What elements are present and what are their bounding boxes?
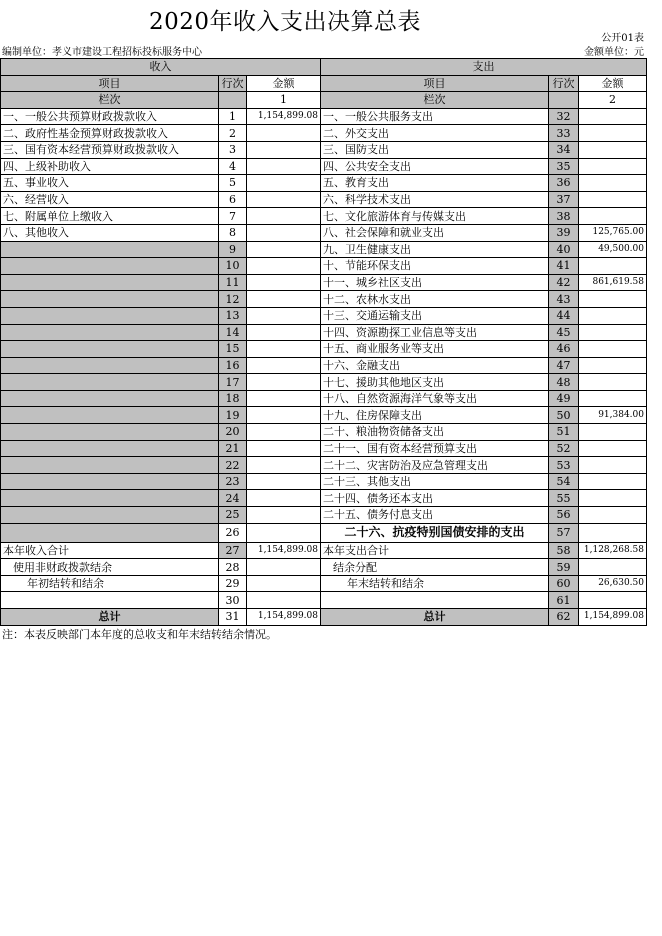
income-row-no: 14 <box>219 324 247 341</box>
expense-amount[interactable] <box>579 507 647 524</box>
expense-total-amount[interactable]: 1,154,899.08 <box>579 609 647 626</box>
income-item: 八、其他收入 <box>1 224 219 241</box>
income-item: 六、经营收入 <box>1 191 219 208</box>
expense-amount[interactable] <box>579 457 647 474</box>
table-row <box>1 258 647 275</box>
income-amount[interactable] <box>247 523 321 542</box>
expense-row-no: 55 <box>549 490 579 507</box>
income-row-no: 21 <box>219 440 247 457</box>
expense-item: 八、社会保障和就业支出 <box>321 224 549 241</box>
income-item <box>1 291 219 308</box>
income-item: 二、政府性基金预算财政拨款收入 <box>1 125 219 142</box>
expense-row-no: 42 <box>549 274 579 291</box>
expense-row-no: 60 <box>549 575 579 592</box>
income-row-no: 4 <box>219 158 247 175</box>
expense-row-no: 58 <box>549 542 579 559</box>
expense-row-no: 56 <box>549 507 579 524</box>
income-row-no: 16 <box>219 357 247 374</box>
income-row-no: 15 <box>219 341 247 358</box>
income-row-no: 26 <box>219 523 247 542</box>
expense-item: 十一、城乡社区支出 <box>321 274 549 291</box>
income-amount[interactable] <box>247 208 321 225</box>
table-row <box>1 307 647 324</box>
income-row-no: 11 <box>219 274 247 291</box>
income-row-no: 28 <box>219 559 247 576</box>
income-row-no: 17 <box>219 374 247 391</box>
income-row-no: 18 <box>219 390 247 407</box>
section-header-row <box>1 59 647 76</box>
expense-amount[interactable] <box>579 390 647 407</box>
expense-amount[interactable] <box>579 307 647 324</box>
income-item <box>1 307 219 324</box>
income-amount[interactable] <box>247 307 321 324</box>
year-total-row <box>1 542 647 559</box>
income-amount[interactable] <box>247 357 321 374</box>
expense-item: 二十三、其他支出 <box>321 473 549 490</box>
expense-item: 三、国防支出 <box>321 141 549 158</box>
expense-row-no: 36 <box>549 175 579 192</box>
income-amount[interactable] <box>247 158 321 175</box>
income-row-no: 1 <box>219 108 247 125</box>
expense-item: 十二、农林水支出 <box>321 291 549 308</box>
expense-amount[interactable] <box>579 490 647 507</box>
income-amount[interactable] <box>247 424 321 441</box>
expense-item: 十六、金融支出 <box>321 357 549 374</box>
income-amount[interactable] <box>247 592 321 609</box>
expense-item: 六、科学技术支出 <box>321 191 549 208</box>
table-row <box>1 374 647 391</box>
expense-rowno-label <box>549 92 579 109</box>
expense-amount[interactable] <box>579 440 647 457</box>
expense-item: 九、卫生健康支出 <box>321 241 549 258</box>
income-row-no: 22 <box>219 457 247 474</box>
expense-amount[interactable]: 91,384.00 <box>579 407 647 424</box>
table-row <box>1 158 647 175</box>
income-item <box>1 241 219 258</box>
income-item: 本年收入合计 <box>1 542 219 559</box>
expense-amount[interactable] <box>579 559 647 576</box>
income-item <box>1 258 219 275</box>
expense-row-no: 47 <box>549 357 579 374</box>
expense-item: 年末结转和结余 <box>321 575 549 592</box>
expense-row-no: 38 <box>549 208 579 225</box>
expense-amount[interactable] <box>579 175 647 192</box>
income-item: 七、附属单位上缴收入 <box>1 208 219 225</box>
expense-item: 二十一、国有资本经营预算支出 <box>321 440 549 457</box>
income-amount[interactable] <box>247 457 321 474</box>
expense-item-header: 项目 <box>321 75 549 92</box>
income-item <box>1 457 219 474</box>
expense-amount[interactable] <box>579 523 647 542</box>
blank-row <box>1 592 647 609</box>
expense-item: 十九、住房保障支出 <box>321 407 549 424</box>
income-row-no: 5 <box>219 175 247 192</box>
income-amount[interactable] <box>247 473 321 490</box>
expense-row-no: 32 <box>549 108 579 125</box>
income-item <box>1 274 219 291</box>
table-row <box>1 457 647 474</box>
income-row-no: 31 <box>219 609 247 626</box>
table-row <box>1 208 647 225</box>
income-amount[interactable] <box>247 440 321 457</box>
expense-column-label: 栏次 <box>321 92 549 109</box>
income-item: 年初结转和结余 <box>1 575 219 592</box>
income-amount[interactable]: 1,154,899.08 <box>247 108 321 125</box>
income-amount[interactable] <box>247 341 321 358</box>
income-item <box>1 424 219 441</box>
income-amount-header: 金额 <box>247 75 321 92</box>
table-row <box>1 125 647 142</box>
income-item <box>1 507 219 524</box>
table-row <box>1 224 647 241</box>
income-total-label: 总计 <box>1 609 219 626</box>
expense-row-no: 46 <box>549 341 579 358</box>
table-row <box>1 390 647 407</box>
expense-row-no: 37 <box>549 191 579 208</box>
expense-item: 二、外交支出 <box>321 125 549 142</box>
expense-item: 一、一般公共服务支出 <box>321 108 549 125</box>
expense-amount[interactable] <box>579 158 647 175</box>
expense-amount[interactable]: 49,500.00 <box>579 241 647 258</box>
table-row <box>1 241 647 258</box>
table-note: 注：本表反映部门本年度的总收支和年末结转结余情况。 <box>2 628 277 641</box>
compiling-unit: 编制单位：孝义市建设工程招标投标服务中心 <box>2 47 202 58</box>
form-code: 公开01表 <box>601 33 644 44</box>
expense-row-no: 51 <box>549 424 579 441</box>
expense-item: 五、教育支出 <box>321 175 549 192</box>
income-row-no: 9 <box>219 241 247 258</box>
table-row <box>1 341 647 358</box>
income-row-no: 6 <box>219 191 247 208</box>
income-expense-table <box>0 58 647 626</box>
income-item <box>1 473 219 490</box>
income-row-no: 27 <box>219 542 247 559</box>
income-rowno-label <box>219 92 247 109</box>
income-item <box>1 490 219 507</box>
table-row <box>1 324 647 341</box>
income-row-no: 3 <box>219 141 247 158</box>
expense-item: 二十六、抗疫特别国债安排的支出 <box>321 523 549 542</box>
table-row <box>1 175 647 192</box>
use-balance-row <box>1 559 647 576</box>
expense-row-no: 33 <box>549 125 579 142</box>
expense-item: 十七、援助其他地区支出 <box>321 374 549 391</box>
income-amount[interactable] <box>247 374 321 391</box>
expense-item: 十五、商业服务业等支出 <box>321 341 549 358</box>
expense-amount[interactable] <box>579 108 647 125</box>
table-row <box>1 424 647 441</box>
expense-row-no: 49 <box>549 390 579 407</box>
expense-col-number: 2 <box>579 92 647 109</box>
expense-item: 十四、资源勘探工业信息等支出 <box>321 324 549 341</box>
expense-amount[interactable] <box>579 291 647 308</box>
table-row <box>1 274 647 291</box>
income-row-no: 29 <box>219 575 247 592</box>
income-amount[interactable] <box>247 324 321 341</box>
expense-total-label: 总计 <box>321 609 549 626</box>
expense-amount[interactable] <box>579 208 647 225</box>
table-row <box>1 507 647 524</box>
income-item <box>1 407 219 424</box>
expense-item: 二十二、灾害防治及应急管理支出 <box>321 457 549 474</box>
income-section-header: 收入 <box>1 59 321 76</box>
expense-amount[interactable] <box>579 324 647 341</box>
expense-amount[interactable] <box>579 374 647 391</box>
expense-row-no: 48 <box>549 374 579 391</box>
income-item <box>1 390 219 407</box>
income-amount[interactable] <box>247 191 321 208</box>
income-column-label: 栏次 <box>1 92 219 109</box>
expense-row-no: 41 <box>549 258 579 275</box>
income-row-no: 23 <box>219 473 247 490</box>
column-label-row <box>1 92 647 109</box>
expense-row-no: 45 <box>549 324 579 341</box>
expense-amount[interactable] <box>579 592 647 609</box>
carry-row <box>1 575 647 592</box>
table-row <box>1 141 647 158</box>
income-item <box>1 440 219 457</box>
income-row-no: 24 <box>219 490 247 507</box>
income-row-no: 25 <box>219 507 247 524</box>
expense-row-no: 52 <box>549 440 579 457</box>
page-title: 2020年收入支出决算总表 <box>148 9 422 35</box>
expense-amount[interactable] <box>579 341 647 358</box>
amount-unit: 金额单位：元 <box>584 47 644 58</box>
income-amount[interactable] <box>247 224 321 241</box>
table-row <box>1 357 647 374</box>
expense-item: 四、公共安全支出 <box>321 158 549 175</box>
expense-amount[interactable] <box>579 258 647 275</box>
expense-amount[interactable] <box>579 125 647 142</box>
income-amount[interactable] <box>247 490 321 507</box>
grand-total-row <box>1 609 647 626</box>
expense-item: 十三、交通运输支出 <box>321 307 549 324</box>
income-row-no: 19 <box>219 407 247 424</box>
income-row-no: 30 <box>219 592 247 609</box>
expense-row-no: 59 <box>549 559 579 576</box>
table-row <box>1 108 647 125</box>
expense-item: 二十四、债务还本支出 <box>321 490 549 507</box>
expense-amount[interactable]: 861,619.58 <box>579 274 647 291</box>
expense-row-no: 50 <box>549 407 579 424</box>
expense-row-no: 57 <box>549 523 579 542</box>
income-item <box>1 523 219 542</box>
expense-row-no: 61 <box>549 592 579 609</box>
income-row-no: 10 <box>219 258 247 275</box>
expense-row-no: 34 <box>549 141 579 158</box>
income-row-no: 12 <box>219 291 247 308</box>
table-row <box>1 440 647 457</box>
income-amount[interactable]: 1,154,899.08 <box>247 542 321 559</box>
income-col-number: 1 <box>247 92 321 109</box>
income-item: 一、一般公共预算财政拨款收入 <box>1 108 219 125</box>
expense-item: 二十、粮油物资储备支出 <box>321 424 549 441</box>
income-row-no: 13 <box>219 307 247 324</box>
table-row <box>1 490 647 507</box>
income-amount[interactable] <box>247 559 321 576</box>
income-item: 四、上级补助收入 <box>1 158 219 175</box>
expense-amount[interactable] <box>579 424 647 441</box>
expense-amount[interactable]: 26,630.50 <box>579 575 647 592</box>
expense-amount[interactable]: 125,765.00 <box>579 224 647 241</box>
expense-item <box>321 592 549 609</box>
income-item: 三、国有资本经营预算财政拨款收入 <box>1 141 219 158</box>
income-amount[interactable] <box>247 407 321 424</box>
income-amount[interactable] <box>247 125 321 142</box>
income-amount[interactable] <box>247 291 321 308</box>
special-row <box>1 523 647 542</box>
income-amount[interactable] <box>247 390 321 407</box>
income-amount[interactable] <box>247 141 321 158</box>
income-item: 五、事业收入 <box>1 175 219 192</box>
income-item-header: 项目 <box>1 75 219 92</box>
income-item: 使用非财政拨款结余 <box>1 559 219 576</box>
table-row <box>1 407 647 424</box>
expense-amount[interactable] <box>579 191 647 208</box>
income-rowno-header: 行次 <box>219 75 247 92</box>
table-body <box>1 108 647 523</box>
expense-amount[interactable]: 1,128,268.58 <box>579 542 647 559</box>
income-item <box>1 357 219 374</box>
table-row <box>1 191 647 208</box>
income-row-no: 7 <box>219 208 247 225</box>
expense-amount[interactable] <box>579 473 647 490</box>
income-row-no: 2 <box>219 125 247 142</box>
expense-row-no: 35 <box>549 158 579 175</box>
income-amount[interactable] <box>247 258 321 275</box>
expense-amount[interactable] <box>579 141 647 158</box>
expense-row-no: 44 <box>549 307 579 324</box>
expense-section-header: 支出 <box>321 59 647 76</box>
income-amount[interactable] <box>247 241 321 258</box>
expense-amount-header: 金额 <box>579 75 647 92</box>
expense-item: 十八、自然资源海洋气象等支出 <box>321 390 549 407</box>
table-row <box>1 473 647 490</box>
income-item <box>1 341 219 358</box>
expense-row-no: 62 <box>549 609 579 626</box>
income-row-no: 8 <box>219 224 247 241</box>
income-item <box>1 374 219 391</box>
expense-row-no: 43 <box>549 291 579 308</box>
income-item <box>1 592 219 609</box>
income-total-amount[interactable]: 1,154,899.08 <box>247 609 321 626</box>
column-header-row <box>1 75 647 92</box>
table-row <box>1 291 647 308</box>
expense-amount[interactable] <box>579 357 647 374</box>
expense-item: 二十五、债务付息支出 <box>321 507 549 524</box>
expense-row-no: 53 <box>549 457 579 474</box>
income-amount[interactable] <box>247 175 321 192</box>
income-item <box>1 324 219 341</box>
income-row-no: 20 <box>219 424 247 441</box>
income-amount[interactable] <box>247 507 321 524</box>
income-amount[interactable] <box>247 575 321 592</box>
expense-row-no: 54 <box>549 473 579 490</box>
expense-row-no: 39 <box>549 224 579 241</box>
income-amount[interactable] <box>247 274 321 291</box>
expense-row-no: 40 <box>549 241 579 258</box>
expense-rowno-header: 行次 <box>549 75 579 92</box>
expense-item: 结余分配 <box>321 559 549 576</box>
expense-item: 七、文化旅游体育与传媒支出 <box>321 208 549 225</box>
expense-item: 本年支出合计 <box>321 542 549 559</box>
expense-item: 十、节能环保支出 <box>321 258 549 275</box>
